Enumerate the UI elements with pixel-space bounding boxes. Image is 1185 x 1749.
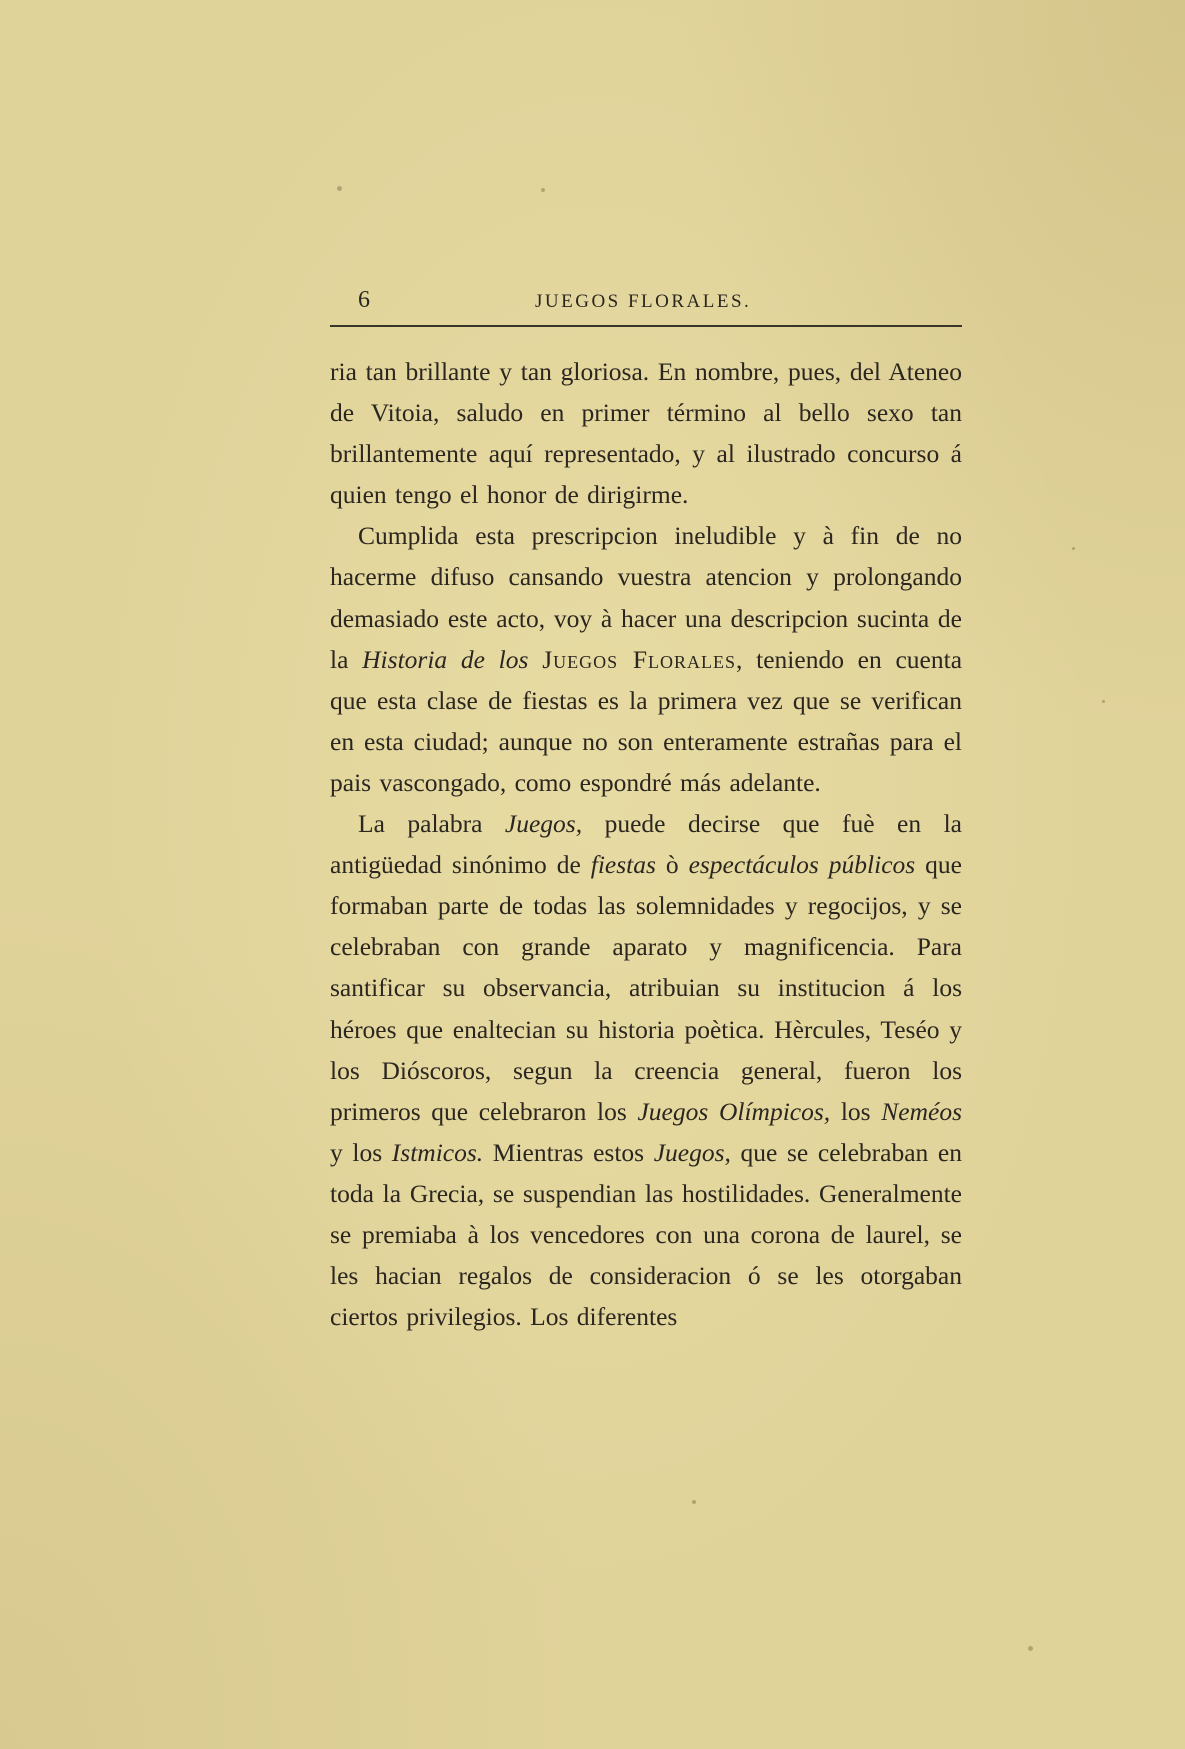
paragraph-2-text-a: Cumplida esta prescripcion ineludible y à fin de no hacerme difuso cansando vuestra atencion y prolongando demasiado este acto, voy à hacer una descripcion sucinta de la [330,521,962,674]
paragraph-2 [330,515,962,803]
italic-espectaculos: espectáculos públicos [688,850,916,880]
italic-nemeos: Neméos [881,1096,962,1126]
italic-juegos-olimpicos: Juegos Olímpicos, [637,1096,831,1126]
body-text [330,351,962,1337]
paper-speck [337,186,342,191]
paragraph-1 [330,351,962,515]
paragraph-1-text: ria tan brillante y tan gloriosa. En nombre, pues, del Ateneo de Vitoia, saludo en primer término al bello sexo tan brillantemente aquí representado, y al ilustrado concurso á quien tengo el honor de dirigirme. [330,357,962,510]
paragraph-3 [330,803,962,1337]
paper-speck [541,188,545,192]
paragraph-3-text-a: La palabra [358,809,505,839]
paragraph-3-text-e: los [830,1096,882,1126]
paragraph-2-text-b: , teniendo en cuenta que esta clase de fiestas es la primera vez que se verifican en esta ciudad; aunque no son enteramente estrañas para el pais vascongado, como espondré más adelante. [330,644,963,797]
page-number: 6 [358,287,370,313]
italic-historia: Historia de los [362,644,529,674]
italic-juegos-2: Juegos, [653,1137,731,1167]
paragraph-3-text-d: que formaban parte de todas las solemnidades y regocijos, y se celebraban con grande aparato y magnificencia. Para santificar su observancia, atribuian su institucion á los héroes que enaltecian su historia poètica. Hèrcules, Teséo y los Dióscoros, segun la creencia general, fueron los primeros que celebraron los [330,850,962,1126]
running-title: JUEGOS FLORALES. [535,291,752,312]
paragraph-3-text-c: ò [655,850,689,880]
paper-speck [1102,700,1105,703]
running-head [330,285,962,327]
italic-istmicos: Istmicos. [391,1137,484,1167]
paragraph-3-text-b: puede decirse que fuè en la antigüedad sinónimo de [330,809,962,880]
paragraph-3-text-h: que se celebraban en toda la Grecia, se suspendian las hostilidades. Generalmente se premiaba à los vencedores con una corona de laurel, se les hacian regalos de consideracion ó se les otorgaban ciertos privilegios. Los diferentes [330,1137,962,1332]
paper-speck [1072,547,1075,550]
paragraph-3-text-g: Mientras estos [483,1137,654,1167]
paper-speck [1028,1646,1033,1651]
italic-fiestas: fiestas [590,850,656,880]
book-page [330,285,962,1337]
paragraph-3-text-f: y los [330,1137,392,1167]
smallcaps-juegos-florales: Juegos Florales [542,644,737,674]
paper-speck [692,1500,696,1504]
italic-juegos: Juegos, [504,809,583,839]
